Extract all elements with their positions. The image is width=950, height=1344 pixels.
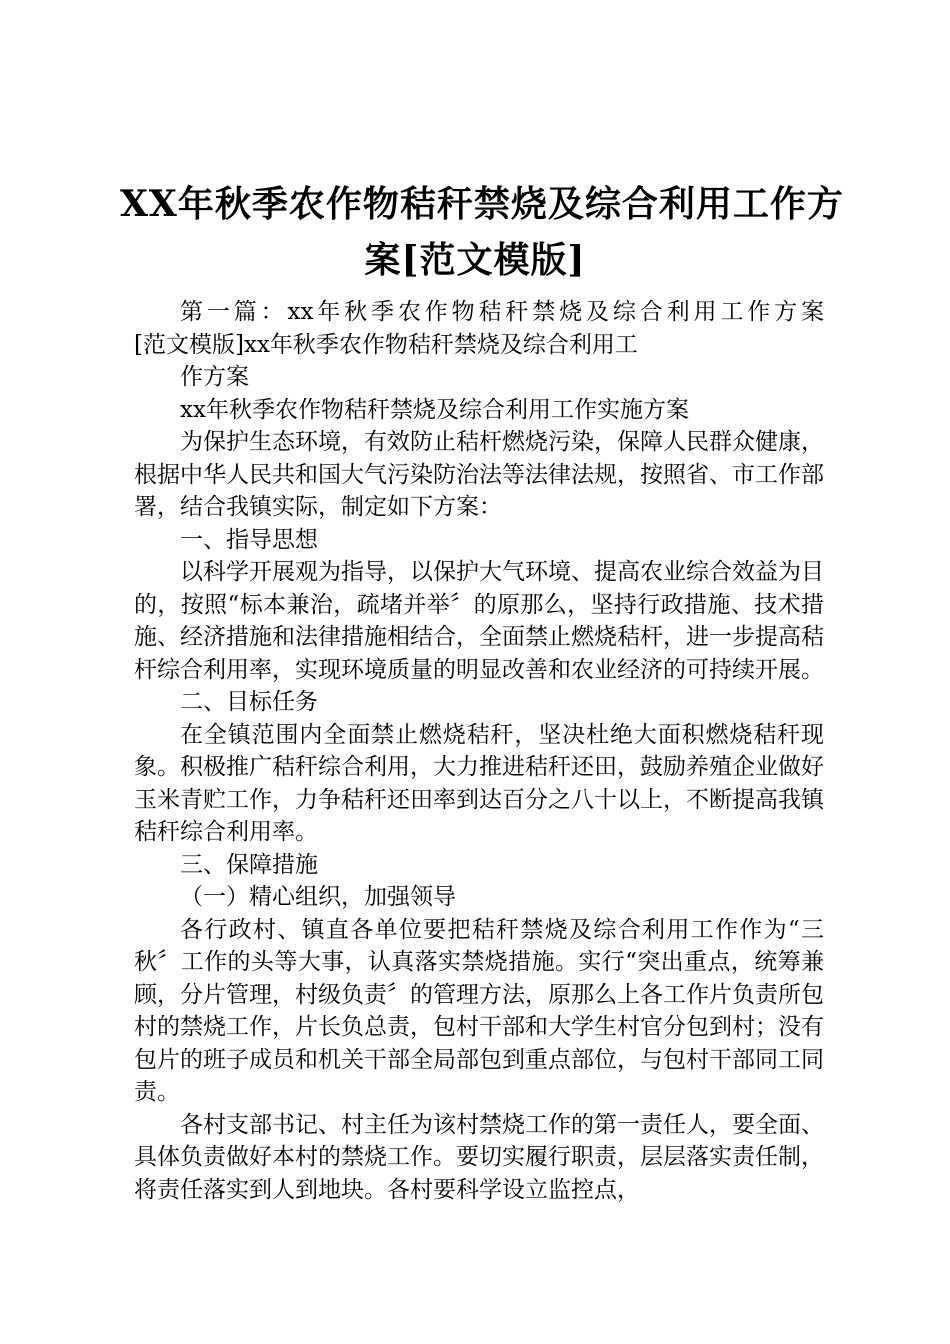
paragraph-organize: 各行政村、镇直各单位要把秸秆禁烧及综合利用工作作为“三秋〞工作的头等大事，认真落实禁烧措施。实行“突出重点，统筹兼顾，分片管理，村级负责〞的管理方法，原那么上各工作片负责所包村的禁烧工作，片长负总责，包村干部和大学生村官分包到村；没有包片的班子成员和机关干部全局部包到重点部位，与包村干部同工同责。 — [134, 916, 824, 1105]
paragraph-heading-1-cont: [范文模版]xx年秋季农作物秸秆禁烧及综合利用工 — [134, 331, 638, 358]
paragraph-intro: 为保护生态环境，有效防止秸杆燃烧污染，保障人民群众健康，根据中华人民共和国大气污染防治法等法律法规，按照省、市工作部署，结合我镇实际，制定如下方案： — [134, 429, 824, 520]
document-title — [120, 176, 844, 288]
title-line-2: 案[范文模版] — [364, 239, 586, 281]
section-heading-guiding-thought: 一、指导思想 — [180, 526, 318, 553]
paragraph-responsibility: 各村支部书记、村主任为该村禁烧工作的第一责任人，要全面、具体负责做好本村的禁烧工作。要切实履行职责，层层落实责任制，将责任落实到人到地块。各村要科学设立监控点， — [134, 1111, 824, 1203]
paragraph-goals: 在全镇范围内全面禁止燃烧秸秆，坚决杜绝大面积燃烧秸秆现象。积极推广秸秆综合利用，大力推进秸秆还田，鼓励养殖企业做好玉米青贮工作，力争秸秆还田率到达百分之八十以上，不断提高我镇秸秆综合利用率。 — [134, 721, 824, 845]
paragraph-heading-1: 第一篇：xx年秋季农作物秸秆禁烧及综合利用工作方案 — [180, 299, 824, 325]
subsection-heading-organize: （一）精心组织，加强领导 — [180, 884, 456, 910]
paragraph-heading-1-end: 作方案 — [180, 364, 249, 390]
title-line-1: XX年秋季农作物秸秆禁烧及综合利用工作方 — [120, 183, 844, 225]
section-heading-goals: 二、目标任务 — [180, 689, 318, 715]
section-heading-measures: 三、保障措施 — [180, 851, 318, 878]
document-body — [134, 296, 824, 1206]
paragraph-plan-title: xx年秋季农作物秸秆禁烧及综合利用工作实施方案 — [180, 396, 689, 423]
paragraph-guiding-thought: 以科学开展观为指导，以保护大气环境、提高农业综合效益为目的，按照“标本兼治，疏堵并举〞的原那么，坚持行政措施、技术措施、经济措施和法律措施相结合，全面禁止燃烧秸杆，进一步提高秸杆综合利用率，实现环境质量的明显改善和农业经济的可持续开展。 — [134, 559, 824, 683]
